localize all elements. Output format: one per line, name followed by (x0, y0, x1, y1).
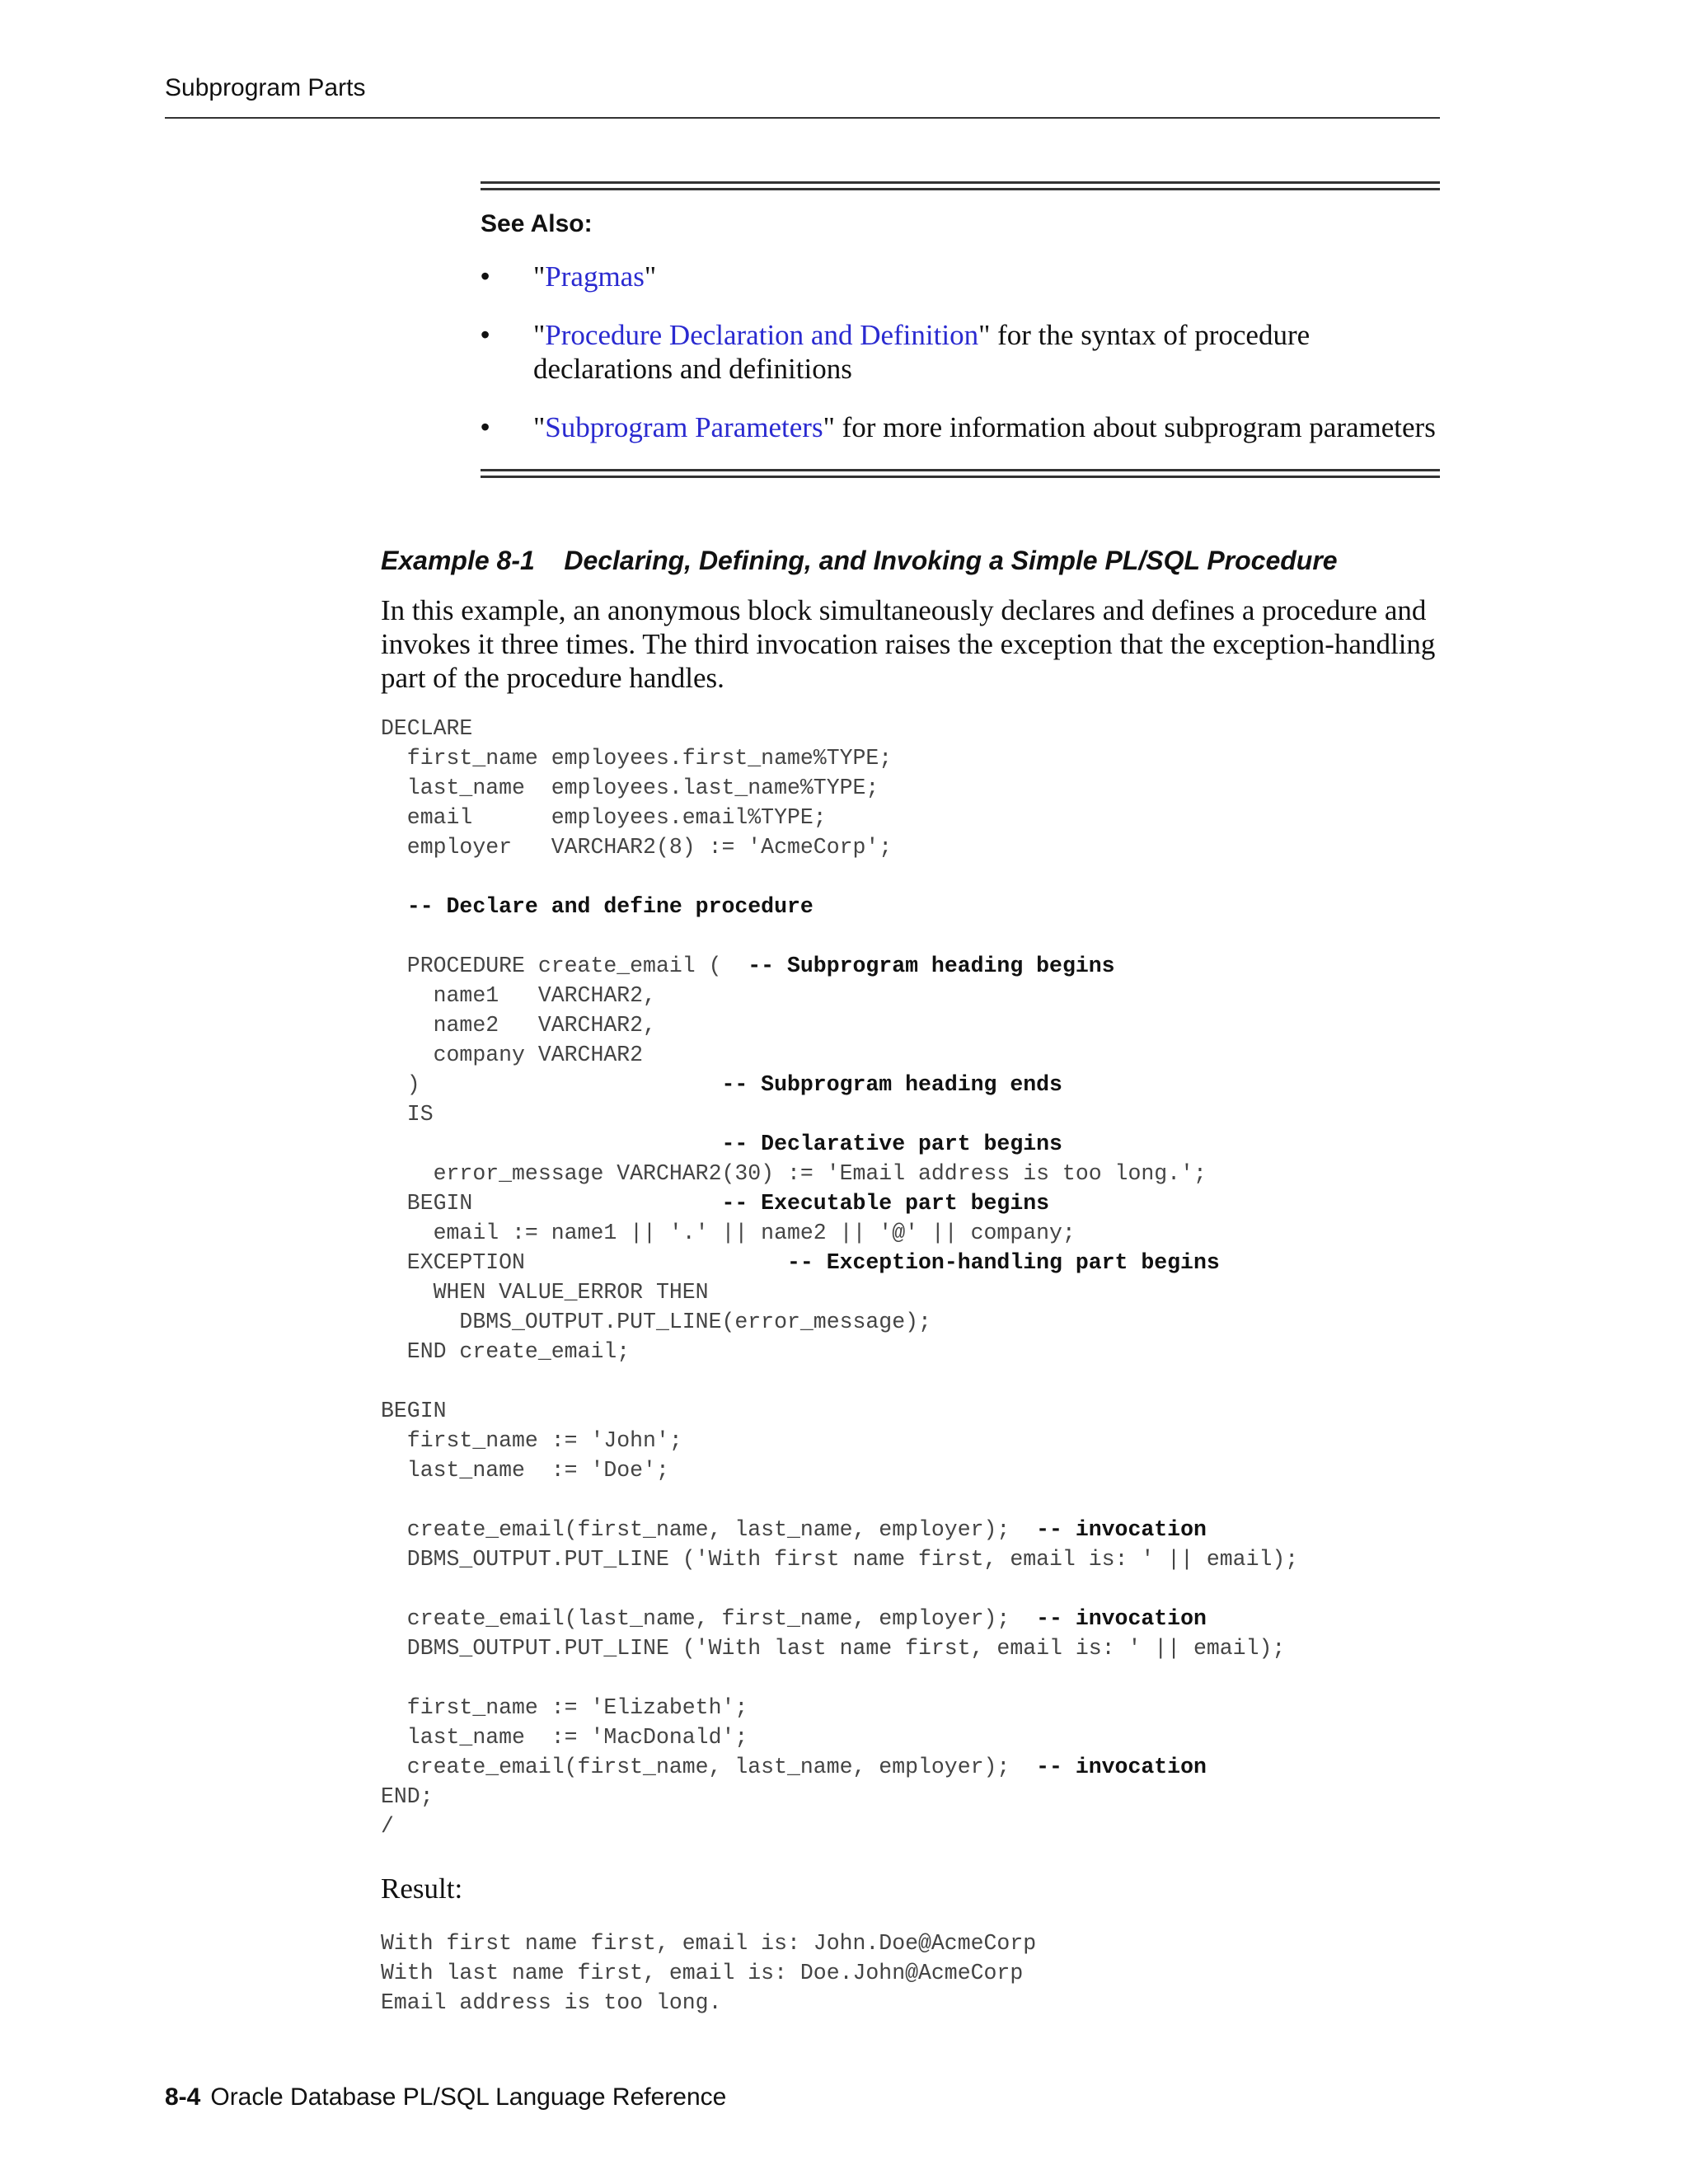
code-text: name2 VARCHAR2, (381, 1013, 656, 1038)
link-pragmas[interactable]: Pragmas (545, 260, 645, 293)
code-text: create_email(last_name, first_name, employer); (381, 1606, 1037, 1631)
code-line (381, 1043, 643, 1067)
code-line (381, 1102, 434, 1127)
see-also-item-text: for the syntax of procedure declarations and definitions (533, 319, 1311, 385)
code-text: / (381, 1814, 394, 1839)
page-number: 8-4 (165, 2083, 201, 2111)
see-also-item-text: for more information about subprogram parameters (834, 411, 1436, 443)
code-text: DBMS_OUTPUT.PUT_LINE ('With first name first, email is: ' || email); (381, 1547, 1299, 1572)
result-line: With first name first, email is: John.Doe@AcmeCorp (381, 1931, 1037, 1956)
code-text: DBMS_OUTPUT.PUT_LINE(error_message); (381, 1310, 931, 1334)
see-also-item-pragmas: • "Pragmas" (481, 260, 657, 293)
code-comment: -- Declare and define procedure (406, 894, 814, 919)
see-also-title: See Also: (481, 210, 593, 237)
code-text: name1 VARCHAR2, (381, 983, 656, 1008)
see-also-list (481, 260, 1440, 444)
code-line (381, 983, 656, 1008)
code-line (381, 1191, 1049, 1216)
code-text: create_email(first_name, last_name, employer); (381, 1755, 1037, 1779)
code-line (381, 1547, 1298, 1572)
code-comment: -- invocation (1036, 1755, 1207, 1779)
code-text: first_name := 'Elizabeth'; (381, 1695, 748, 1720)
code-text (381, 1132, 721, 1156)
code-line (381, 776, 879, 800)
running-header-title: Subprogram Parts (165, 74, 366, 101)
code-text: last_name employees.last_name%TYPE; (381, 776, 879, 800)
code-text: END; (381, 1784, 434, 1809)
see-also-item-subprogram-parameters: • "Subprogram Parameters" for more information about subprogram parameters (481, 411, 1436, 443)
code-line (381, 1814, 394, 1839)
page-footer (165, 2083, 726, 2111)
code-line (381, 746, 892, 771)
example-heading (381, 546, 1452, 576)
code-comment: -- Subprogram heading ends (721, 1072, 1062, 1097)
code-comment: -- invocation (1036, 1606, 1207, 1631)
code-text: create_email(first_name, last_name, employer); (381, 1517, 1037, 1542)
see-also-box (481, 181, 1440, 478)
code-text: ) (381, 1072, 722, 1097)
code-line (381, 1013, 656, 1038)
example-intro: In this example, an anonymous block simultaneously declares and defines a procedure and invokes it three times. The third invocation raises the exception that the exception-handling part of the procedure handles. (381, 594, 1436, 694)
code-line (381, 1695, 748, 1720)
code-line (381, 1606, 1207, 1631)
code-line (381, 1755, 1207, 1779)
bullet-icon: • (481, 261, 490, 291)
code-text: IS (381, 1102, 434, 1127)
code-text: DECLARE (381, 716, 473, 741)
code-line (381, 1072, 1062, 1097)
code-line (381, 1784, 434, 1809)
see-also-top-rule (481, 181, 1440, 190)
code-line (381, 1636, 1285, 1661)
code-line (381, 894, 814, 919)
code-text (381, 894, 407, 919)
book-title: Oracle Database PL/SQL Language Reference (210, 2083, 727, 2111)
code-comment: -- Exception-handling part begins (786, 1250, 1220, 1275)
code-line (381, 835, 892, 860)
code-text: WHEN VALUE_ERROR THEN (381, 1280, 709, 1305)
code-text: email := name1 || '.' || name2 || '@' || company; (381, 1221, 1076, 1245)
code-text: last_name := 'MacDonald'; (381, 1725, 748, 1750)
code-listing (381, 714, 1298, 1841)
code-line (381, 1725, 748, 1750)
code-text: first_name employees.first_name%TYPE; (381, 746, 893, 771)
code-comment: -- Subprogram heading begins (748, 954, 1115, 978)
code-comment: -- Declarative part begins (721, 1132, 1062, 1156)
code-text: BEGIN (381, 1399, 447, 1423)
code-text: PROCEDURE create_email ( (381, 954, 748, 978)
example-label: Example 8-1 (381, 546, 535, 575)
code-text: company VARCHAR2 (381, 1043, 644, 1067)
code-line (381, 1132, 1062, 1156)
code-line (381, 1250, 1220, 1275)
code-text: EXCEPTION (381, 1250, 787, 1275)
result-line: With last name first, email is: Doe.John@AcmeCorp (381, 1961, 1024, 1985)
code-comment: -- Executable part begins (721, 1191, 1050, 1216)
code-line (381, 954, 1115, 978)
result-line: Email address is too long. (381, 1990, 722, 2015)
code-text: first_name := 'John'; (381, 1428, 682, 1453)
code-text: employer VARCHAR2(8) := 'AcmeCorp'; (381, 835, 893, 860)
code-line (381, 1161, 1207, 1186)
see-also-item-procedure-declaration: • "Procedure Declaration and Definition" for the syntax of procedure declarations and definitions (481, 319, 1311, 385)
code-line (381, 1428, 682, 1453)
code-text: email employees.email%TYPE; (381, 805, 827, 830)
example-title: Declaring, Defining, and Invoking a Simple PL/SQL Procedure (564, 546, 1338, 575)
code-text: BEGIN (381, 1191, 722, 1216)
link-procedure-declaration[interactable]: Procedure Declaration and Definition (545, 319, 979, 351)
code-line (381, 716, 472, 741)
result-label: Result: (381, 1872, 463, 1905)
code-text: DBMS_OUTPUT.PUT_LINE ('With last name first, email is: ' || email); (381, 1636, 1286, 1661)
bullet-icon: • (481, 412, 490, 442)
code-line (381, 1221, 1076, 1245)
code-line (381, 1339, 630, 1364)
code-text: last_name := 'Doe'; (381, 1458, 669, 1483)
code-line (381, 1399, 447, 1423)
code-text: error_message VARCHAR2(30) := 'Email address is too long.'; (381, 1161, 1207, 1186)
see-also-bottom-rule (481, 469, 1440, 478)
bullet-icon: • (481, 320, 490, 349)
code-line (381, 1458, 669, 1483)
code-text: END create_email; (381, 1339, 631, 1364)
code-comment: -- invocation (1036, 1517, 1207, 1542)
link-subprogram-parameters[interactable]: Subprogram Parameters (545, 411, 823, 443)
code-line (381, 1310, 931, 1334)
header-rule (165, 117, 1440, 119)
result-output (381, 1929, 1036, 2018)
code-line (381, 1517, 1207, 1542)
code-line (381, 1280, 709, 1305)
code-line (381, 805, 827, 830)
